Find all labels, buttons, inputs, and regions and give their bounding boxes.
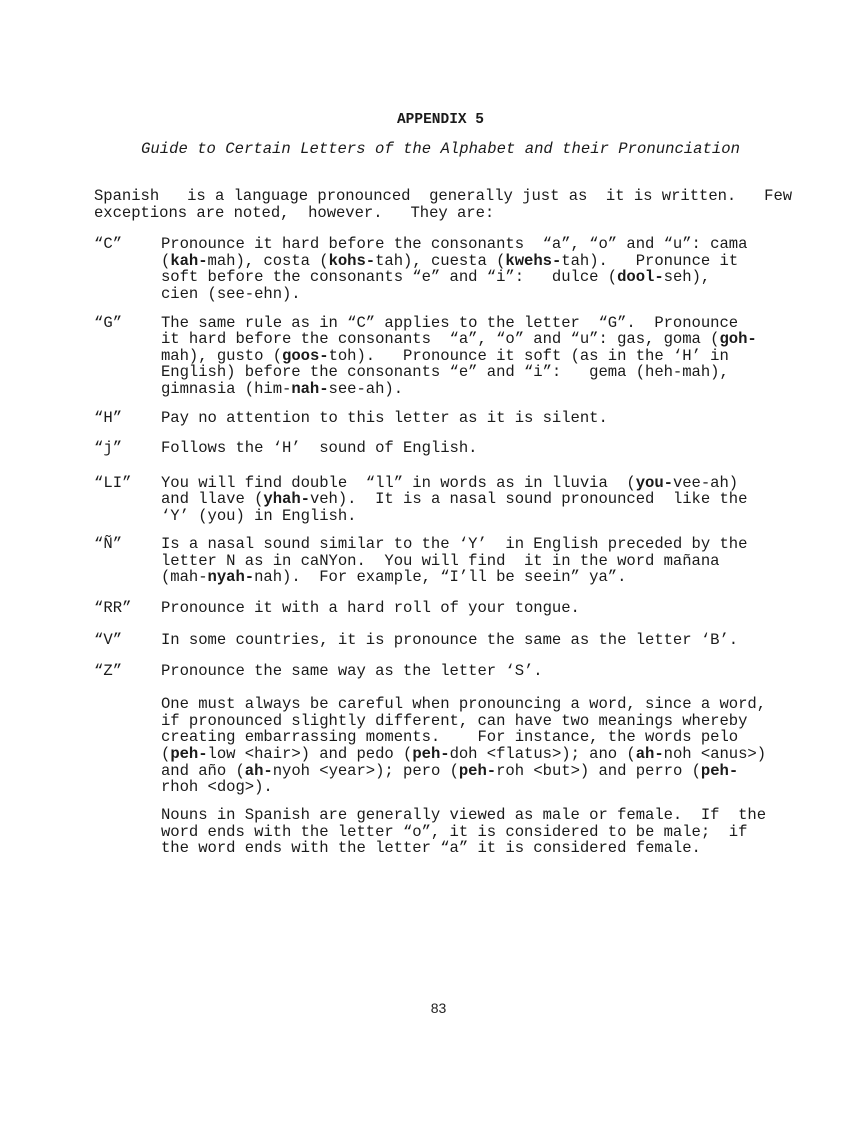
text-segment: You will find double “ll” in words as in lluvia ( xyxy=(161,474,636,492)
bold-syllable: ah- xyxy=(244,762,273,780)
text-segment: the word ends with the letter “a” it is considered female. xyxy=(161,839,701,857)
text-segment: and llave ( xyxy=(161,490,264,508)
bold-syllable: goh- xyxy=(719,330,757,348)
text-segment: roh <but>) and perro ( xyxy=(496,762,701,780)
bold-syllable: peh- xyxy=(458,762,497,780)
text-segment: nah). For example, “I’ll be seein” ya”. xyxy=(254,568,627,586)
intro-paragraph-line xyxy=(94,188,792,205)
letter-label: “Ñ” xyxy=(94,535,123,553)
letter-entry-line xyxy=(161,632,738,649)
text-segment: Spanish is a language pronounced generally just as it is written. Few xyxy=(94,187,793,205)
text-segment: Is a nasal sound similar to the ‘Y’ in English preceded by the xyxy=(161,535,748,553)
text-segment: vee-ah) xyxy=(672,474,739,492)
letter-label: “H” xyxy=(94,409,123,427)
text-segment: exceptions are noted, however. They are: xyxy=(94,204,495,222)
bold-syllable: dool- xyxy=(617,268,664,286)
note-paragraph-line xyxy=(161,696,766,713)
text-segment: word ends with the letter “o”, it is considered to be male; if xyxy=(161,823,748,841)
page-number: 83 xyxy=(430,1000,447,1016)
letter-entry-line xyxy=(161,569,626,586)
letter-entry-line xyxy=(161,491,747,508)
text-segment: mah), gusto ( xyxy=(161,347,283,365)
text-segment: letter N as in caNYon. You will find it in the word mañana xyxy=(161,552,720,570)
text-segment: nyoh <year>); pero ( xyxy=(272,762,459,780)
letter-label: “C” xyxy=(94,235,123,253)
note-paragraph-line xyxy=(161,746,766,763)
text-segment: ( xyxy=(161,252,171,270)
text-segment: if pronounced slightly different, can have two meanings whereby xyxy=(161,712,748,730)
letter-entry-line xyxy=(161,600,580,617)
bold-syllable: you- xyxy=(635,474,673,492)
bold-syllable: peh- xyxy=(700,762,739,780)
text-segment: doh <flatus>); ano ( xyxy=(449,745,636,763)
text-segment: In some countries, it is pronounce the same as the letter ‘B’. xyxy=(161,631,739,649)
note-paragraph-line xyxy=(161,807,766,824)
letter-label: “j” xyxy=(94,439,123,457)
text-segment: Pay no attention to this letter as it is silent. xyxy=(161,409,608,427)
text-segment: Pronounce the same way as the letter ‘S’. xyxy=(161,662,543,680)
note-paragraph-line xyxy=(161,779,273,796)
text-segment: cien (see-ehn). xyxy=(161,285,301,303)
bold-syllable: peh- xyxy=(170,745,208,763)
bold-syllable: nah- xyxy=(291,380,329,398)
text-segment: ( xyxy=(161,745,171,763)
text-segment: tah). Pronunce it xyxy=(561,252,739,270)
text-segment: noh <anus>) xyxy=(663,745,767,763)
text-segment: ‘Y’ (you) in English. xyxy=(161,507,357,525)
letter-entry-line xyxy=(161,440,477,457)
text-segment: The same rule as in “C” applies to the letter “G”. Pronounce xyxy=(161,314,739,332)
text-segment: soft before the consonants “e” and “i”: dulce ( xyxy=(161,268,618,286)
bold-syllable: kohs- xyxy=(328,252,376,270)
letter-entry-line xyxy=(161,331,757,348)
text-segment: Pronounce it hard before the consonants “a”, “o” and “u”: cama xyxy=(161,235,748,253)
text-segment: One must always be careful when pronouncing a word, since a word, xyxy=(161,695,767,713)
letter-entry-line xyxy=(161,663,543,680)
text-segment: rhoh <dog>). xyxy=(161,778,273,796)
text-segment: seh), xyxy=(663,268,711,286)
text-segment: Nouns in Spanish are generally viewed as male or female. If the xyxy=(161,806,767,824)
note-paragraph-line xyxy=(161,840,701,857)
text-segment: (mah- xyxy=(161,568,208,586)
letter-label: “Z” xyxy=(94,662,123,680)
appendix-subtitle: Guide to Certain Letters of the Alphabet and their Pronunciation xyxy=(141,140,740,158)
letter-label: “LI” xyxy=(94,474,132,492)
bold-syllable: yhah- xyxy=(263,490,310,508)
text-segment: veh). It is a nasal sound pronounced like the xyxy=(309,490,748,508)
note-paragraph-line xyxy=(161,729,738,746)
letter-entry-line xyxy=(161,286,301,303)
letter-entry-line xyxy=(161,508,356,525)
text-segment: tah), cuesta ( xyxy=(375,252,506,270)
letter-entry-line xyxy=(161,269,710,286)
text-segment: gimnasia (him- xyxy=(161,380,292,398)
letter-entry-line xyxy=(161,236,747,253)
letter-entry-line xyxy=(161,381,403,398)
bold-syllable: kah- xyxy=(170,252,208,270)
intro-paragraph-line xyxy=(94,205,494,222)
text-segment: mah), costa ( xyxy=(207,252,329,270)
letter-entry-line xyxy=(161,536,747,553)
letter-label: “RR” xyxy=(94,599,132,617)
bold-syllable: nyah- xyxy=(207,568,255,586)
letter-entry-line xyxy=(161,364,729,381)
text-segment: see-ah). xyxy=(328,380,404,398)
text-segment: English) before the consonants “e” and “i”: gema (heh-mah), xyxy=(161,363,729,381)
bold-syllable: kwehs- xyxy=(505,252,562,270)
letter-label: “G” xyxy=(94,314,123,332)
text-segment: toh). Pronounce it soft (as in the ‘H’ in xyxy=(328,347,729,365)
letter-entry-line xyxy=(161,410,608,427)
bold-syllable: peh- xyxy=(412,745,450,763)
letter-label: “V” xyxy=(94,631,123,649)
bold-syllable: ah- xyxy=(635,745,664,763)
text-segment: Pronounce it with a hard roll of your tongue. xyxy=(161,599,580,617)
text-segment: and año ( xyxy=(161,762,245,780)
appendix-title: APPENDIX 5 xyxy=(396,112,484,128)
bold-syllable: goos- xyxy=(282,347,329,365)
text-segment: it hard before the consonants “a”, “o” and “u”: gas, goma ( xyxy=(161,330,720,348)
text-segment: Follows the ‘H’ sound of English. xyxy=(161,439,478,457)
text-segment: low <hair>) and pedo ( xyxy=(207,745,413,763)
text-segment: creating embarrassing moments. For instance, the words pelo xyxy=(161,728,739,746)
